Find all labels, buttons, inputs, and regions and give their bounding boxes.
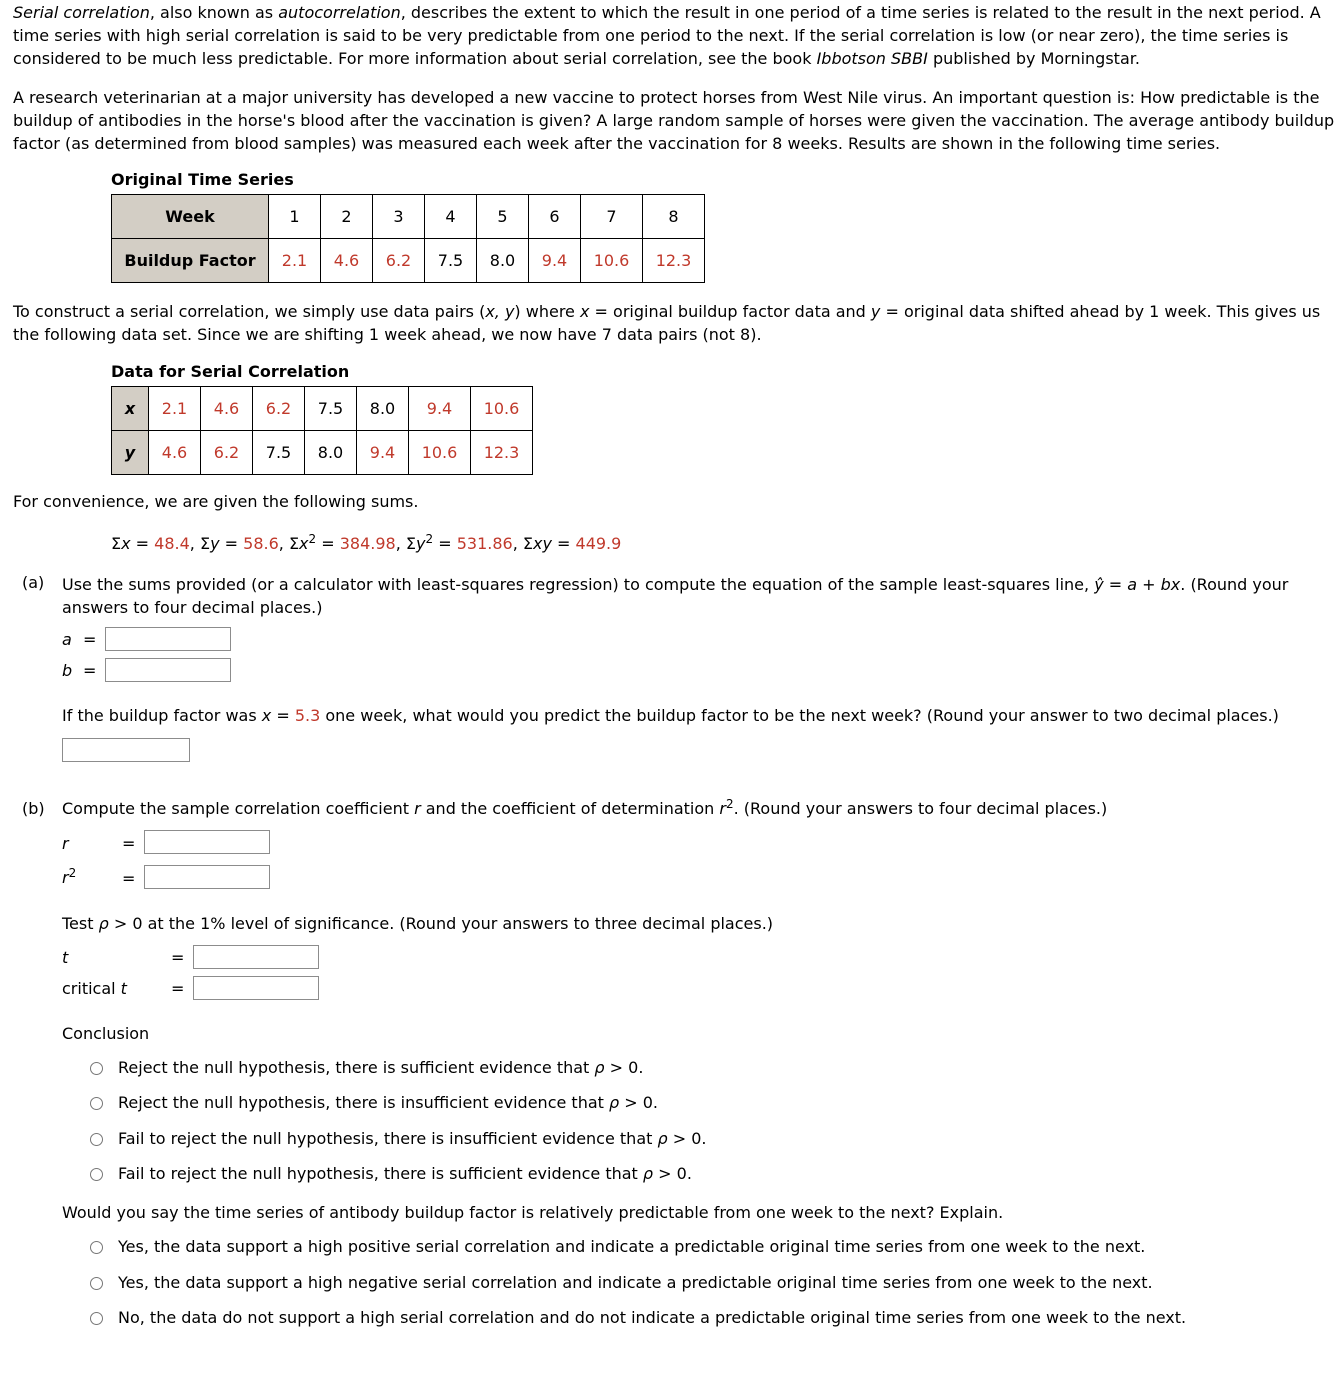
- conclusion-radio[interactable]: [90, 1133, 103, 1146]
- conclusion-radio[interactable]: [90, 1097, 103, 1110]
- predictable-radio[interactable]: [90, 1241, 103, 1254]
- factor-cell: 7.5: [425, 239, 477, 283]
- part-b-label: (b): [22, 799, 45, 818]
- t-equals: =: [171, 948, 185, 967]
- x-header: x: [112, 387, 149, 431]
- x-cell: 10.6: [471, 387, 533, 431]
- week-cell: 3: [373, 195, 425, 239]
- predictable-option-label[interactable]: No, the data do not support a high serial correlation and do not indicate a predictable original time series from one week to the next.: [118, 1308, 1187, 1327]
- buildup-factor-header: Buildup Factor: [112, 239, 269, 283]
- sum-y2: 531.86: [456, 534, 513, 553]
- r-label: r: [62, 834, 69, 853]
- b-label: b: [62, 661, 73, 680]
- week-header: Week: [112, 195, 269, 239]
- y-cell: 12.3: [471, 431, 533, 475]
- serial-data-title: Data for Serial Correlation: [111, 362, 350, 381]
- factor-cell: 9.4: [529, 239, 581, 283]
- week-cell: 5: [477, 195, 529, 239]
- sums-intro: For convenience, we are given the following sums.: [13, 492, 419, 511]
- conclusion-option-label[interactable]: Reject the null hypothesis, there is sufficient evidence that ρ > 0.: [118, 1058, 644, 1077]
- r2-input[interactable]: [144, 865, 270, 889]
- predict-x-value: 5.3: [294, 706, 321, 725]
- x-cell: 2.1: [149, 387, 201, 431]
- serial-data-table: [111, 386, 533, 475]
- a-equals: =: [83, 630, 97, 649]
- predictable-radio[interactable]: [90, 1277, 103, 1290]
- factor-cell: 10.6: [581, 239, 643, 283]
- conclusion-option-label[interactable]: Fail to reject the null hypothesis, there is insufficient evidence that ρ > 0.: [118, 1129, 707, 1148]
- sum-x2: 384.98: [339, 534, 396, 553]
- b-equals: =: [83, 661, 97, 680]
- week-cell: 1: [269, 195, 321, 239]
- prediction-input[interactable]: [62, 738, 190, 762]
- week-cell: 7: [581, 195, 643, 239]
- construct-paragraph: To construct a serial correlation, we simply use data pairs (x, y) where x = original buildup factor data and y = original data shifted ahead by 1 week. This gives us the following data set. Since we are shifting 1 week ahead, we now have 7 data pairs (not 8).: [13, 302, 1321, 344]
- r-input[interactable]: [144, 830, 270, 854]
- a-input[interactable]: [105, 627, 231, 651]
- conclusion-radio[interactable]: [90, 1062, 103, 1075]
- y-cell: 7.5: [253, 431, 305, 475]
- part-a-prompt: Use the sums provided (or a calculator with least-squares regression) to compute the equation of the sample least-squares line, ŷ = a + bx. (Round your answers to four decimal places.): [62, 575, 1289, 617]
- part-a-label: (a): [22, 573, 45, 592]
- test-prompt: Test ρ > 0 at the 1% level of significance. (Round your answers to three decimal places.): [62, 914, 774, 933]
- conclusion-label: Conclusion: [62, 1024, 150, 1043]
- r2-equals: =: [122, 869, 136, 888]
- predictable-option-label[interactable]: Yes, the data support a high positive serial correlation and indicate a predictable original time series from one week to the next.: [118, 1237, 1146, 1256]
- y-cell: 8.0: [305, 431, 357, 475]
- sums-line: Σx = 48.4, Σy = 58.6, $\Sigma x^2 = 384.98$, $\Sigma y^2 = 531.86$, Σxy = 449.9: [111, 532, 622, 553]
- r-equals: =: [122, 834, 136, 853]
- part-b-prompt: Compute the sample correlation coefficient r and the coefficient of determination $r^2$. (Round your answers to four decimal places.): [62, 797, 1108, 818]
- factor-cell: 8.0: [477, 239, 529, 283]
- conclusion-option-label[interactable]: Fail to reject the null hypothesis, there is sufficient evidence that ρ > 0.: [118, 1164, 692, 1183]
- r2-label: $r^2$: [62, 866, 77, 887]
- book-title: Ibbotson SBBI: [816, 49, 928, 68]
- intro-paragraph-1: Serial correlation, also known as autocorrelation, describes the extent to which the result in one period of a time series is related to the result in the next period. A time series with high serial correlation is said to be very predictable from one period to the next. If the serial correlation is low (or near zero), the time series is considered to be much less predictable. For more information about serial correlation, see the book Ibbotson SBBI published by Morningstar.: [13, 3, 1321, 68]
- sum-y: 58.6: [243, 534, 279, 553]
- x-cell: 6.2: [253, 387, 305, 431]
- factor-cell: 4.6: [321, 239, 373, 283]
- b-input[interactable]: [105, 658, 231, 682]
- t-label: t: [62, 948, 69, 967]
- predictable-question: Would you say the time series of antibody buildup factor is relatively predictable from one week to the next? Explain.: [62, 1203, 1004, 1222]
- week-cell: 4: [425, 195, 477, 239]
- sum-xy: 449.9: [575, 534, 622, 553]
- predict-prompt: If the buildup factor was x = 5.3 one week, what would you predict the buildup factor to be the next week? (Round your answer to two decimal places.): [62, 706, 1279, 725]
- y-cell: 6.2: [201, 431, 253, 475]
- critical-t-input[interactable]: [193, 976, 319, 1000]
- predictable-option-label[interactable]: Yes, the data support a high negative serial correlation and indicate a predictable original time series from one week to the next.: [118, 1273, 1153, 1292]
- term-autocorrelation: autocorrelation: [278, 3, 401, 22]
- x-cell: 7.5: [305, 387, 357, 431]
- critical-t-label: critical t: [62, 979, 127, 998]
- sum-x: 48.4: [154, 534, 190, 553]
- y-cell: 9.4: [357, 431, 409, 475]
- original-series-title: Original Time Series: [111, 170, 294, 189]
- critical-t-equals: =: [171, 979, 185, 998]
- x-cell: 8.0: [357, 387, 409, 431]
- predictable-radio[interactable]: [90, 1312, 103, 1325]
- factor-cell: 6.2: [373, 239, 425, 283]
- week-cell: 2: [321, 195, 373, 239]
- t-input[interactable]: [193, 945, 319, 969]
- factor-cell: 12.3: [643, 239, 705, 283]
- x-cell: 4.6: [201, 387, 253, 431]
- intro-paragraph-2: A research veterinarian at a major university has developed a new vaccine to protect horses from West Nile virus. An important question is: How predictable is the buildup of antibodies in the horse's blood after the vaccination is given? A large random sample of horses were given the vaccination. The average antibody buildup factor (as determined from blood samples) was measured each week after the vaccination for 8 weeks. Results are shown in the following time series.: [13, 88, 1335, 153]
- a-label: a: [62, 630, 72, 649]
- factor-cell: 2.1: [269, 239, 321, 283]
- y-cell: 10.6: [409, 431, 471, 475]
- original-series-table: [111, 194, 705, 283]
- y-header: y: [112, 431, 149, 475]
- term-serial-correlation: Serial correlation: [13, 3, 150, 22]
- conclusion-option-label[interactable]: Reject the null hypothesis, there is insufficient evidence that ρ > 0.: [118, 1093, 658, 1112]
- x-cell: 9.4: [409, 387, 471, 431]
- week-cell: 6: [529, 195, 581, 239]
- conclusion-radio[interactable]: [90, 1168, 103, 1181]
- week-cell: 8: [643, 195, 705, 239]
- y-cell: 4.6: [149, 431, 201, 475]
